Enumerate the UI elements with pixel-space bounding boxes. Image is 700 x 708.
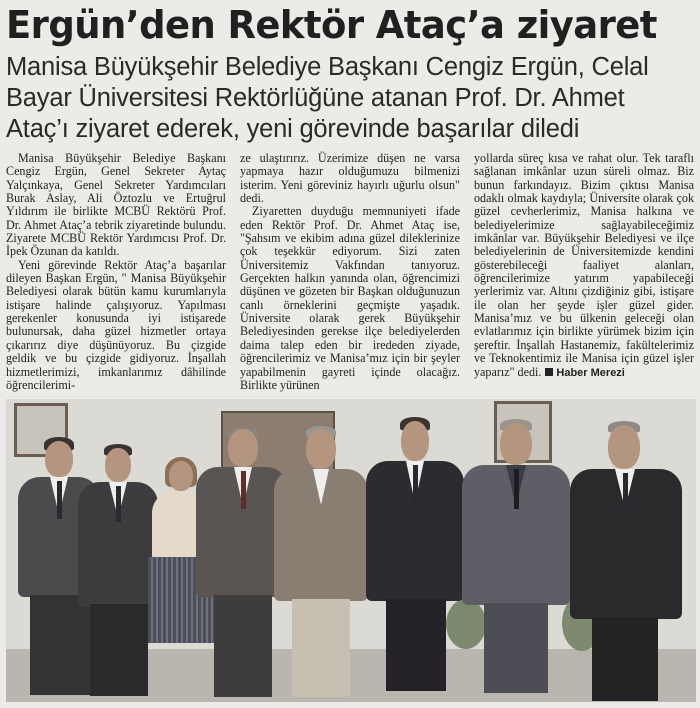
paragraph: Manisa Büyükşehir Belediye Başkanı Cengiz Ergün, Genel Sekreter Aytaç Yalçınkaya, Genel Sekreter Yardımcıları Burak Aslay, Ali Öztozlu ve Ertuğrul Yıldırım ile birlikte MCBÜ Rektörü Prof. Dr. Ahmet Ataç’a tebrik ziyaretinde bulundu. Ziyarete MCBÜ Rektör Yardımcısı Prof. Dr. İpek Özunan da katıldı. xyxy=(6,151,226,259)
subheadline xyxy=(6,52,696,145)
byline-square-icon xyxy=(545,368,553,376)
subhead-line: Bayar Üniversitesi Rektörlüğüne atanan Prof. Dr. Ahmet xyxy=(6,84,625,112)
paragraph: ze ulaştırırız. Üzerimize düşen ne varsa yapmaya hazır olduğumuzu bilmenizi isterim. Yeni göreviniz hayırlı uğurlu olsun" dedi. xyxy=(240,151,460,206)
byline: Haber Merezi xyxy=(556,366,625,379)
paragraph: Ziyaretten duyduğu memnuniyeti ifade eden Rektör Prof. Dr. Ahmet Ataç ise, "Şahsım ve ekibim adına güzel dileklerinize çok teşekkür ediyorum. Sizi zaten Üniversitemiz Vakfından tanıyoruz. Gerçekten halkın yanında olan, öğrencimizi düşünen ve gözeten bir Başkan olduğunuzun canlı örneklerini geçmişte yaşadık. Üniversite olarak gerek Büyükşehir Belediyesinden gerekse ilçe belediyelerden daima talep eden bir irededen ziyade, öğrencilerimiz ve Manisa’mız için bir şeyler yapabilmenin gayreti içinde olacağız. Birlikte yürünen xyxy=(240,204,460,392)
paragraph xyxy=(474,152,694,380)
article-body xyxy=(6,152,696,394)
group-photo xyxy=(6,399,696,702)
paragraph: Yeni görevinde Rektör Ataç’a başarılar dileyen Başkan Ergün, " Manisa Büyükşehir Belediyesi olarak bütün kamu kurumlarıyla istişare halinde çalışıyoruz. Yapılması gerekenler konusunda iyi istişarede bulunursak, daha güzel hizmetler ortaya çıkarırız diye düşünüyoruz. Bu çizgide geldik ve bu çizgide gidiyoruz. İnşallah hizmetlerimizi, imkanlarımız dâhilinde öğrencilerimi- xyxy=(6,257,226,392)
column-1 xyxy=(6,152,226,394)
subhead-line: Ataç’ı ziyaret ederek, yeni görevinde başarılar diledi xyxy=(6,115,580,143)
subhead-line: Manisa Büyükşehir Belediye Başkanı Cengiz Ergün, Celal xyxy=(6,53,649,81)
plant xyxy=(446,599,486,649)
column-3 xyxy=(474,152,694,394)
headline: Ergün’den Rektör Ataç’a ziyaret xyxy=(6,3,657,48)
column-2 xyxy=(240,152,460,394)
paragraph-text: yollarda süreç kısa ve rahat olur. Tek taraflı sağlanan imkânlar uzun süreli olmaz. Biz bunun farkındayız. Bizim çıktısı Manisa odaklı olmak kaydıyla; Üniversite olarak çok güzel cevherlerimiz, Manisa halkına ve belediyelerimize sağlayabileceğimiz imkânlar var. Büyükşehir Belediyesi ve ilçe belediyelerinin de Üniversitemizde kendini gösterebileceği faaliyet alanları, öğrencilerimize yatırım yapabileceği yerlerimiz var. Altını çizdiğiniz gibi, istişare ile olan her şeyde işler güzel gider. Manisa’mız ve bu ülkenin geleceği olan evlatlarımız için birlikte yürümek bizim için şereftir. İnşallah Hastanemiz, fakültelerimiz ve Teknokentimiz ile Manisa için güzel işler yaparız" dedi. xyxy=(474,151,694,379)
